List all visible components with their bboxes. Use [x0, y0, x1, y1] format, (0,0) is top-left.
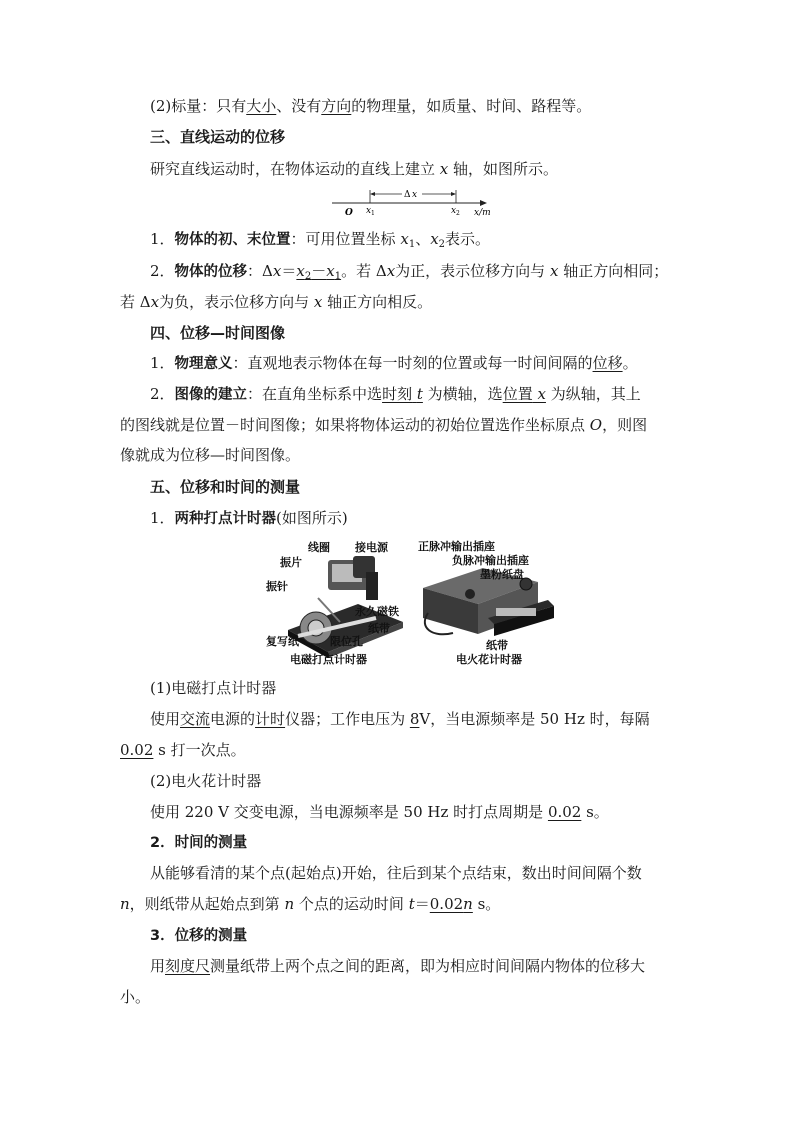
text: (2)标量：只有 [150, 97, 247, 115]
var: x [430, 230, 439, 248]
text: ：在直角坐标系中选 [247, 385, 383, 403]
text: ：Δ [247, 262, 273, 280]
text: 1． [150, 509, 175, 527]
paragraph: 从能够看清的某个点(起始点)开始，往后到某个点结束，数出时间间隔个数 [150, 864, 642, 882]
paragraph: 小。 [120, 988, 151, 1006]
text: 为正，表示位移方向与 [395, 262, 546, 280]
blank-answer [503, 385, 546, 403]
blank-answer: 方向 [321, 97, 352, 115]
text: ＝ [414, 895, 430, 913]
unit-label: x/m [474, 208, 491, 218]
paragraph: 像就成为位移—时间图像。 [120, 446, 301, 464]
text: 轴，如图所示。 [453, 160, 559, 178]
var: x [272, 262, 282, 280]
blank-answer [430, 895, 473, 913]
var: n [120, 895, 130, 913]
term: 物体的位移 [174, 264, 248, 280]
label-power: 接电源 [355, 541, 388, 554]
text: s 打一次点。 [153, 741, 246, 759]
paragraph [150, 228, 710, 256]
var: t [408, 895, 415, 913]
blank-answer: 交流 [180, 710, 211, 728]
text: 使用 220 V 交变电源，当电源频率是 50 Hz 时打点周期是 [150, 803, 544, 821]
blank-answer: 位移 [592, 354, 623, 372]
paragraph [150, 383, 710, 406]
var: x [150, 293, 160, 311]
term: 两种打点计时器 [174, 511, 277, 527]
text: 研究直线运动时，在物体运动的直线上建立 [150, 160, 436, 178]
text: 为负，表示位移方向与 [159, 293, 310, 311]
text: 若 Δ [120, 293, 151, 311]
subsection-heading: 3．位移的测量 [150, 928, 248, 944]
text: ＝ [281, 262, 297, 280]
text: 位置 [502, 385, 533, 403]
x2-sub: 2 [456, 210, 460, 217]
label-positive-socket: 正脉冲输出插座 [418, 540, 495, 553]
text: ：可用位置坐标 [290, 230, 396, 248]
label-limit-hole: 限位孔 [330, 635, 363, 648]
text: 时刻 [382, 385, 413, 403]
delta-arrow-right [451, 192, 456, 196]
text: 、没有 [276, 97, 322, 115]
var: x [386, 262, 396, 280]
subheading: (2)电火花计时器 [150, 772, 262, 790]
text: 轴正方向相反。 [327, 293, 433, 311]
paragraph [150, 260, 710, 288]
paragraph [150, 507, 710, 530]
text: 仪器；工作电压为 [285, 710, 406, 728]
var: O [589, 416, 603, 434]
delta-var: x [412, 190, 418, 200]
blank-answer: 大小 [246, 97, 277, 115]
var: x [400, 230, 409, 248]
x1-label: x [366, 206, 372, 216]
subheading: (1)电磁打点计时器 [150, 679, 277, 697]
label-toner-disc: 墨粉纸盘 [480, 568, 524, 581]
sub: 1 [408, 239, 416, 250]
text: s。 [581, 803, 609, 821]
text: 电源的 [210, 710, 256, 728]
text: 。若 Δ [341, 262, 387, 280]
x2-label: x [451, 206, 457, 216]
text: ：直观地表示物体在每一时刻的位置或每一时间间隔的 [232, 354, 593, 372]
paragraph [150, 801, 710, 823]
blank-answer: 0.02 [547, 803, 582, 821]
sub: 2 [438, 239, 446, 250]
blank-answer: 计时 [255, 710, 286, 728]
paragraph [120, 893, 680, 915]
label-magnet: 永久磁铁 [355, 605, 399, 618]
text: 为横轴，选 [427, 385, 503, 403]
term: 图像的建立 [174, 387, 248, 403]
text: 为纵轴，其上 [550, 385, 641, 403]
text: 使用 [150, 710, 181, 728]
text: (如图所示) [276, 509, 348, 527]
text: 轴正方向相同； [563, 262, 669, 280]
text: 、 [415, 230, 431, 248]
text: V，当电源频率是 50 Hz 时，每隔 [419, 710, 650, 728]
text: － [311, 262, 327, 280]
text: 个点的运动时间 [298, 895, 404, 913]
subsection-heading: 2．时间的测量 [150, 835, 248, 851]
var: x [549, 262, 559, 280]
section-heading-3: 三、直线运动的位移 [150, 128, 286, 146]
paragraph [150, 158, 710, 180]
text: 的物理量，如质量、时间、路程等。 [351, 97, 592, 115]
label-coil: 线圈 [308, 541, 330, 554]
var: x [296, 262, 305, 280]
x1-sub: 1 [371, 210, 375, 217]
section-heading-5: 五、位移和时间的测量 [150, 478, 301, 496]
text: 测量纸带上两个点之间的距离，即为相应时间间隔内物体的位移大 [210, 957, 646, 975]
text: 表示。 [445, 230, 491, 248]
text: 的图线就是位置－时间图像；如果将物体运动的初始位置选作坐标原点 [120, 416, 586, 434]
label-needle: 振针 [266, 580, 288, 593]
sub: 2 [304, 271, 312, 282]
text: 1． [150, 354, 175, 372]
section-heading-4: 四、位移—时间图像 [150, 324, 286, 342]
axis-arrow [480, 200, 487, 206]
blank-answer: 0.02 [120, 741, 154, 759]
origin-label: O [345, 208, 353, 218]
blank-answer: 刻度尺 [165, 957, 211, 975]
term: 物体的初、末位置 [174, 232, 291, 248]
label-negative-socket: 负脉冲输出插座 [452, 554, 529, 567]
var: x [439, 160, 449, 178]
var: n [463, 895, 473, 913]
blank-answer [382, 385, 423, 403]
text: s。 [472, 895, 501, 913]
label-tape-right: 纸带 [486, 639, 508, 652]
text: 用 [150, 957, 166, 975]
paragraph [150, 708, 710, 730]
text: 2． [150, 385, 175, 403]
position-axis-figure [330, 188, 500, 220]
caption-spark-timer: 电火花计时器 [456, 653, 522, 666]
text: 。 [622, 354, 638, 372]
term: 物理意义 [174, 356, 233, 372]
var: x [537, 385, 546, 403]
delta-symbol: Δ [404, 190, 411, 200]
var: x [313, 293, 323, 311]
paragraph [120, 739, 680, 761]
paragraph [150, 352, 710, 375]
var: n [284, 895, 295, 913]
text: ，则图 [602, 416, 648, 434]
text: ，则纸带从起始点到第 [129, 895, 280, 913]
blank-answer [296, 262, 341, 280]
var: t [416, 385, 423, 403]
blank-answer: 8 [409, 710, 420, 728]
text: 2． [150, 262, 175, 280]
caption-electromagnetic-timer: 电磁打点计时器 [290, 653, 367, 666]
text: 1． [150, 230, 175, 248]
sub: 1 [334, 271, 342, 282]
label-tape-left: 纸带 [368, 622, 390, 635]
paragraph [120, 291, 680, 313]
text: 0.02 [429, 895, 464, 913]
label-carbon-paper: 复写纸 [266, 635, 299, 648]
delta-arrow-left [370, 192, 375, 196]
label-vibrator: 振片 [280, 556, 302, 569]
scalar-definition [150, 95, 710, 117]
paragraph [150, 955, 710, 977]
paragraph [120, 414, 680, 436]
var: x [326, 262, 335, 280]
timer-devices-figure [258, 538, 558, 670]
